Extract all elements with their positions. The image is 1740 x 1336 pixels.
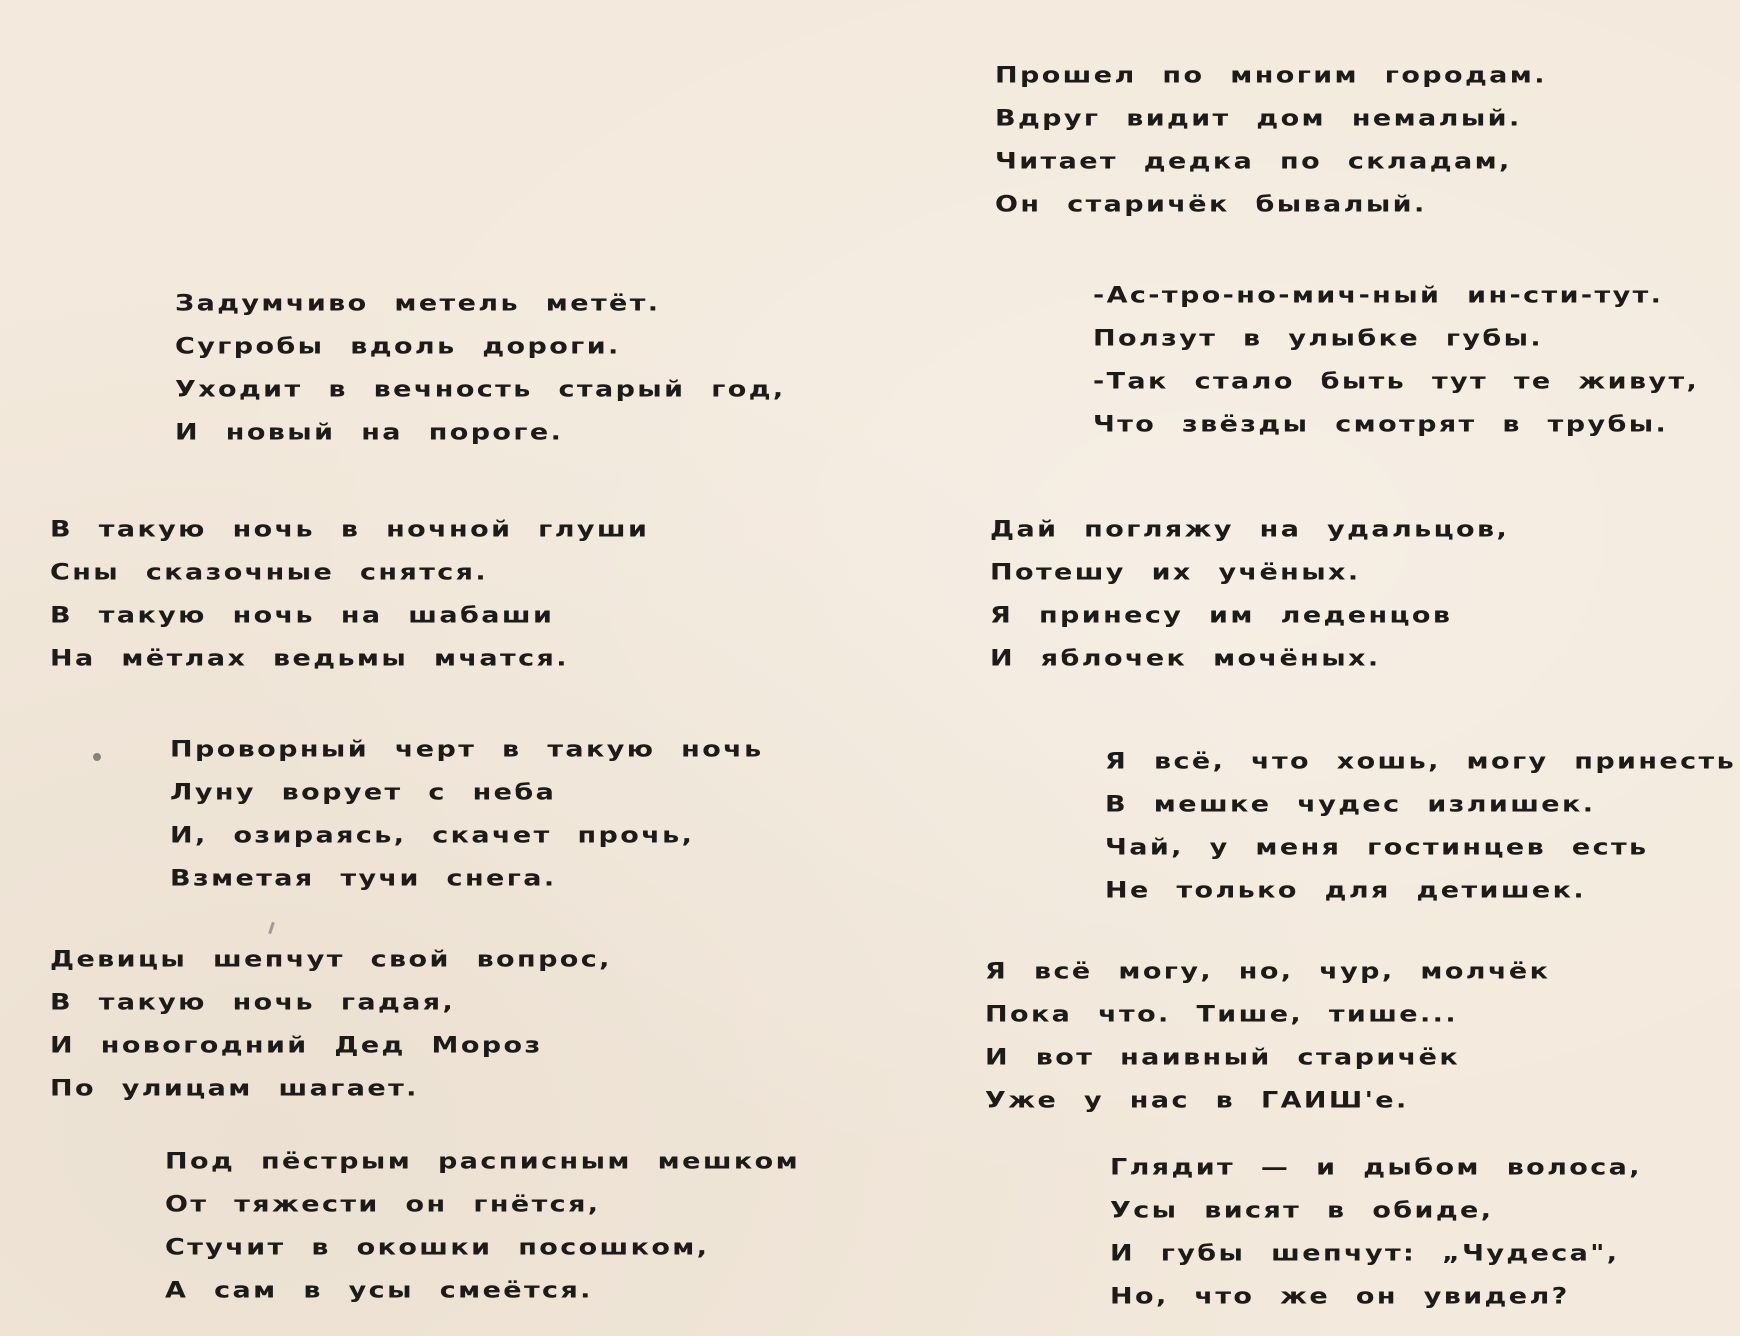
stanza-left-5 — [165, 1140, 800, 1312]
poem-line: Задумчиво метель метёт. — [175, 290, 661, 317]
stanza-right-1 — [995, 54, 1547, 226]
poem-line: Я принесу им леденцов — [990, 602, 1453, 629]
poem-line: Но, что же он увидел? — [1110, 1283, 1570, 1310]
stanza-right-6 — [1110, 1146, 1642, 1318]
stanza-left-3 — [170, 728, 764, 900]
stanza-right-2 — [1093, 274, 1699, 446]
poem-line: Глядит — и дыбом волоса, — [1110, 1154, 1642, 1181]
poem-line: Под пёстрым расписным мешком — [165, 1148, 801, 1175]
poem-line: Сны сказочные снятся. — [50, 559, 489, 586]
poem-line: Уже у нас в ГАИШ'е. — [985, 1087, 1409, 1114]
poem-line: Не только для детишек. — [1105, 877, 1587, 904]
stanza-right-3 — [990, 508, 1509, 680]
poem-line: Стучит в окошки посошком, — [165, 1234, 710, 1261]
poem-line: Он старичёк бывалый. — [995, 191, 1427, 218]
poem-line: Вдруг видит дом немалый. — [995, 105, 1522, 132]
poem-line: Девицы шепчут свой вопрос, — [50, 946, 612, 973]
poem-line: Чай, у меня гостинцев есть — [1105, 834, 1649, 861]
poem-line: На мётлах ведьмы мчатся. — [50, 645, 569, 672]
poem-line: В такую ночь гадая, — [50, 989, 456, 1016]
poem-line: И новогодний Дед Мороз — [50, 1032, 543, 1059]
poem-line: И вот наивный старичёк — [985, 1044, 1461, 1071]
poem-line: Прошел по многим городам. — [995, 62, 1547, 89]
poem-line: В такую ночь в ночной глуши — [50, 516, 650, 543]
poem-line: От тяжести он гнётся, — [165, 1191, 601, 1218]
poem-line: Сугробы вдоль дороги. — [175, 333, 621, 360]
stanza-left-1 — [175, 282, 786, 454]
poem-line: Уходит в вечность старый год, — [175, 376, 786, 403]
poem-line: И яблочек мочёных. — [990, 645, 1381, 672]
poem-line: -Так стало быть тут те живут, — [1093, 368, 1700, 395]
stanza-right-5 — [985, 950, 1550, 1122]
stanza-right-4 — [1105, 740, 1736, 912]
poem-line: И губы шепчут: „Чудеса", — [1110, 1240, 1620, 1267]
ink-dot — [93, 753, 101, 761]
stanza-left-2 — [50, 508, 649, 680]
poem-line: В мешке чудес излишек. — [1105, 791, 1596, 818]
poem-line: И новый на пороге. — [175, 419, 564, 446]
poem-line: В такую ночь на шабаши — [50, 602, 555, 629]
poem-line: Усы висят в обиде, — [1110, 1197, 1494, 1224]
poem-line: Пока что. Тише, тише... — [985, 1001, 1458, 1028]
poem-line: И, озираясь, скачет прочь, — [170, 822, 695, 849]
poem-line: Я всё, что хошь, могу принесть — [1105, 748, 1737, 775]
poem-line: Дай погляжу на удальцов, — [990, 516, 1510, 543]
poem-line: Проворный черт в такую ночь — [170, 736, 764, 763]
poem-line: А сам в усы смеётся. — [165, 1277, 593, 1304]
poem-line: Ползут в улыбке губы. — [1093, 325, 1544, 352]
poem-line: Взметая тучи снега. — [170, 865, 557, 892]
poem-line: Луну ворует с неба — [170, 779, 557, 806]
poem-line: Потешу их учёных. — [990, 559, 1361, 586]
stanza-left-4 — [50, 938, 612, 1110]
poem-line: -Ас-тро-но-мич-ный ин-сти-тут. — [1093, 282, 1664, 309]
poem-line: Читает дедка по складам, — [995, 148, 1512, 175]
poem-line: Что звёзды смотрят в трубы. — [1093, 411, 1669, 438]
poem-line: Я всё могу, но, чур, молчёк — [985, 958, 1551, 985]
poem-line: По улицам шагает. — [50, 1075, 419, 1102]
